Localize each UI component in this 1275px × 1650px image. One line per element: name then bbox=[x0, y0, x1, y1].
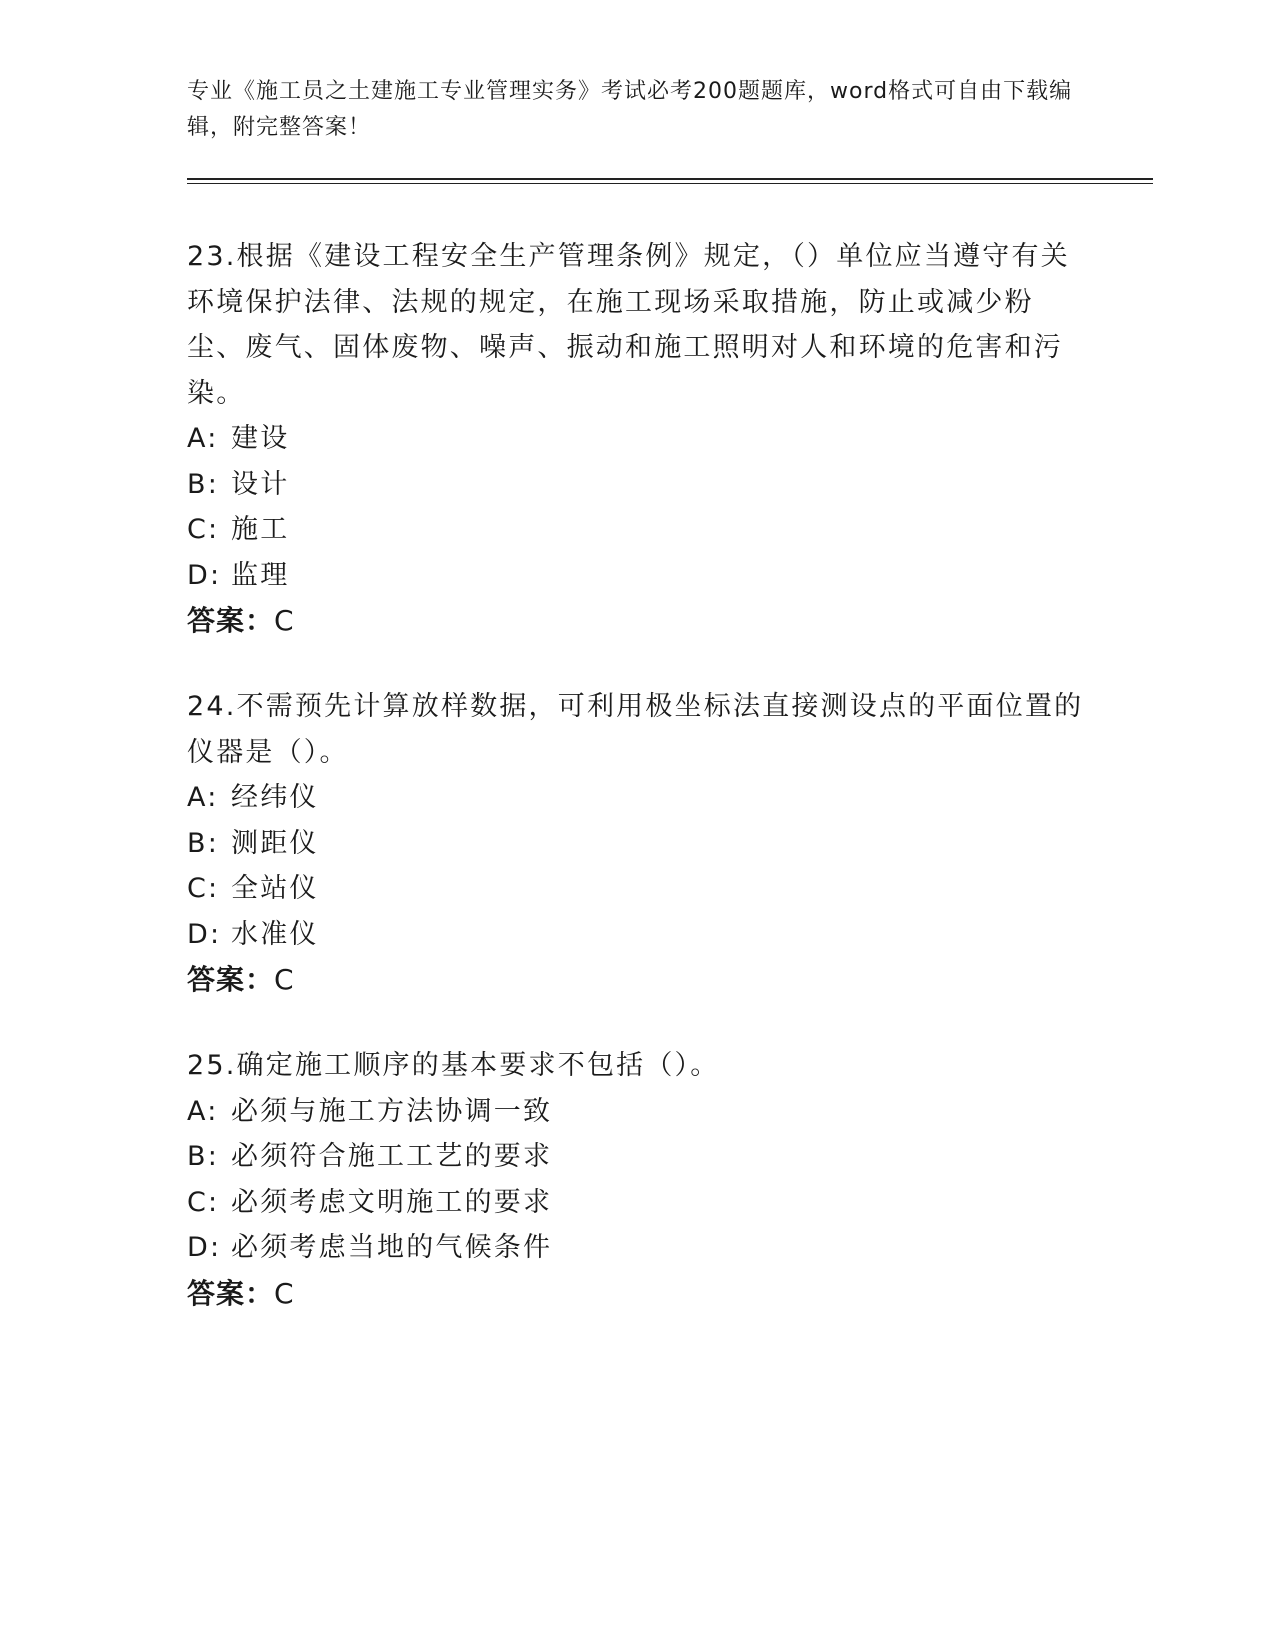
option-text: 经纬仪 bbox=[231, 782, 319, 813]
option-a bbox=[187, 775, 1087, 821]
option-letter: B: bbox=[187, 1141, 220, 1172]
question-25 bbox=[187, 1043, 1087, 1317]
answer-line bbox=[187, 1271, 1087, 1317]
question-23 bbox=[187, 234, 1087, 644]
header-rule-thick bbox=[187, 178, 1153, 180]
answer-label: 答案： bbox=[187, 604, 275, 637]
page-header: 专业《施工员之土建施工专业管理实务》考试必考200题题库，word格式可自由下载编辑，附完整答案！ bbox=[187, 79, 1073, 140]
answer-value: C bbox=[274, 1276, 295, 1310]
option-letter: B: bbox=[187, 827, 220, 859]
answer-line bbox=[187, 598, 1087, 644]
option-c bbox=[187, 507, 1087, 553]
option-text: 测距仪 bbox=[231, 827, 319, 859]
option-d bbox=[187, 553, 1087, 599]
option-text: 全站仪 bbox=[231, 873, 319, 904]
option-text: 水准仪 bbox=[231, 918, 319, 950]
question-stem: 24.不需预先计算放样数据，可利用极坐标法直接测设点的平面位置的仪器是（）。 bbox=[187, 691, 1084, 768]
question-stem: 23.根据《建设工程安全生产管理条例》规定，（）单位应当遵守有关环境保护法律、法规的规定，在施工现场采取措施，防止或减少粉尘、废气、固体废物、噪声、振动和施工照明对人和环境的危害和污染。 bbox=[187, 241, 1070, 409]
option-text: 必须符合施工工艺的要求 bbox=[231, 1141, 553, 1172]
question-list bbox=[187, 234, 1087, 1357]
question-stem: 25.确定施工顺序的基本要求不包括（）。 bbox=[187, 1050, 720, 1081]
option-d bbox=[187, 912, 1087, 958]
option-text: 监理 bbox=[231, 559, 290, 591]
question-24 bbox=[187, 684, 1087, 1003]
option-letter: D: bbox=[187, 1232, 222, 1263]
answer-value: C bbox=[274, 963, 295, 996]
option-text: 必须考虑文明施工的要求 bbox=[231, 1186, 553, 1218]
option-letter: A: bbox=[187, 423, 219, 454]
option-letter: C: bbox=[187, 1186, 220, 1218]
option-letter: D: bbox=[187, 559, 222, 591]
option-text: 建设 bbox=[231, 423, 290, 454]
option-text: 设计 bbox=[231, 468, 290, 500]
header-rule-thin bbox=[187, 183, 1153, 184]
option-letter: A: bbox=[187, 1095, 219, 1127]
option-text: 必须与施工方法协调一致 bbox=[231, 1095, 553, 1127]
option-text: 施工 bbox=[231, 514, 290, 545]
option-letter: A: bbox=[187, 782, 219, 813]
option-letter: C: bbox=[187, 514, 220, 545]
answer-value: C bbox=[274, 604, 295, 637]
answer-line bbox=[187, 957, 1087, 1003]
option-c bbox=[187, 866, 1087, 912]
answer-label: 答案： bbox=[187, 963, 275, 996]
option-a bbox=[187, 1089, 1087, 1135]
option-c bbox=[187, 1180, 1087, 1226]
option-a bbox=[187, 416, 1087, 462]
option-letter: C: bbox=[187, 873, 220, 904]
option-b bbox=[187, 1134, 1087, 1180]
answer-label: 答案： bbox=[187, 1276, 275, 1310]
option-text: 必须考虑当地的气候条件 bbox=[231, 1232, 553, 1263]
option-letter: B: bbox=[187, 468, 220, 500]
option-b bbox=[187, 462, 1087, 508]
option-d bbox=[187, 1225, 1087, 1271]
option-letter: D: bbox=[187, 918, 222, 950]
option-b bbox=[187, 821, 1087, 867]
